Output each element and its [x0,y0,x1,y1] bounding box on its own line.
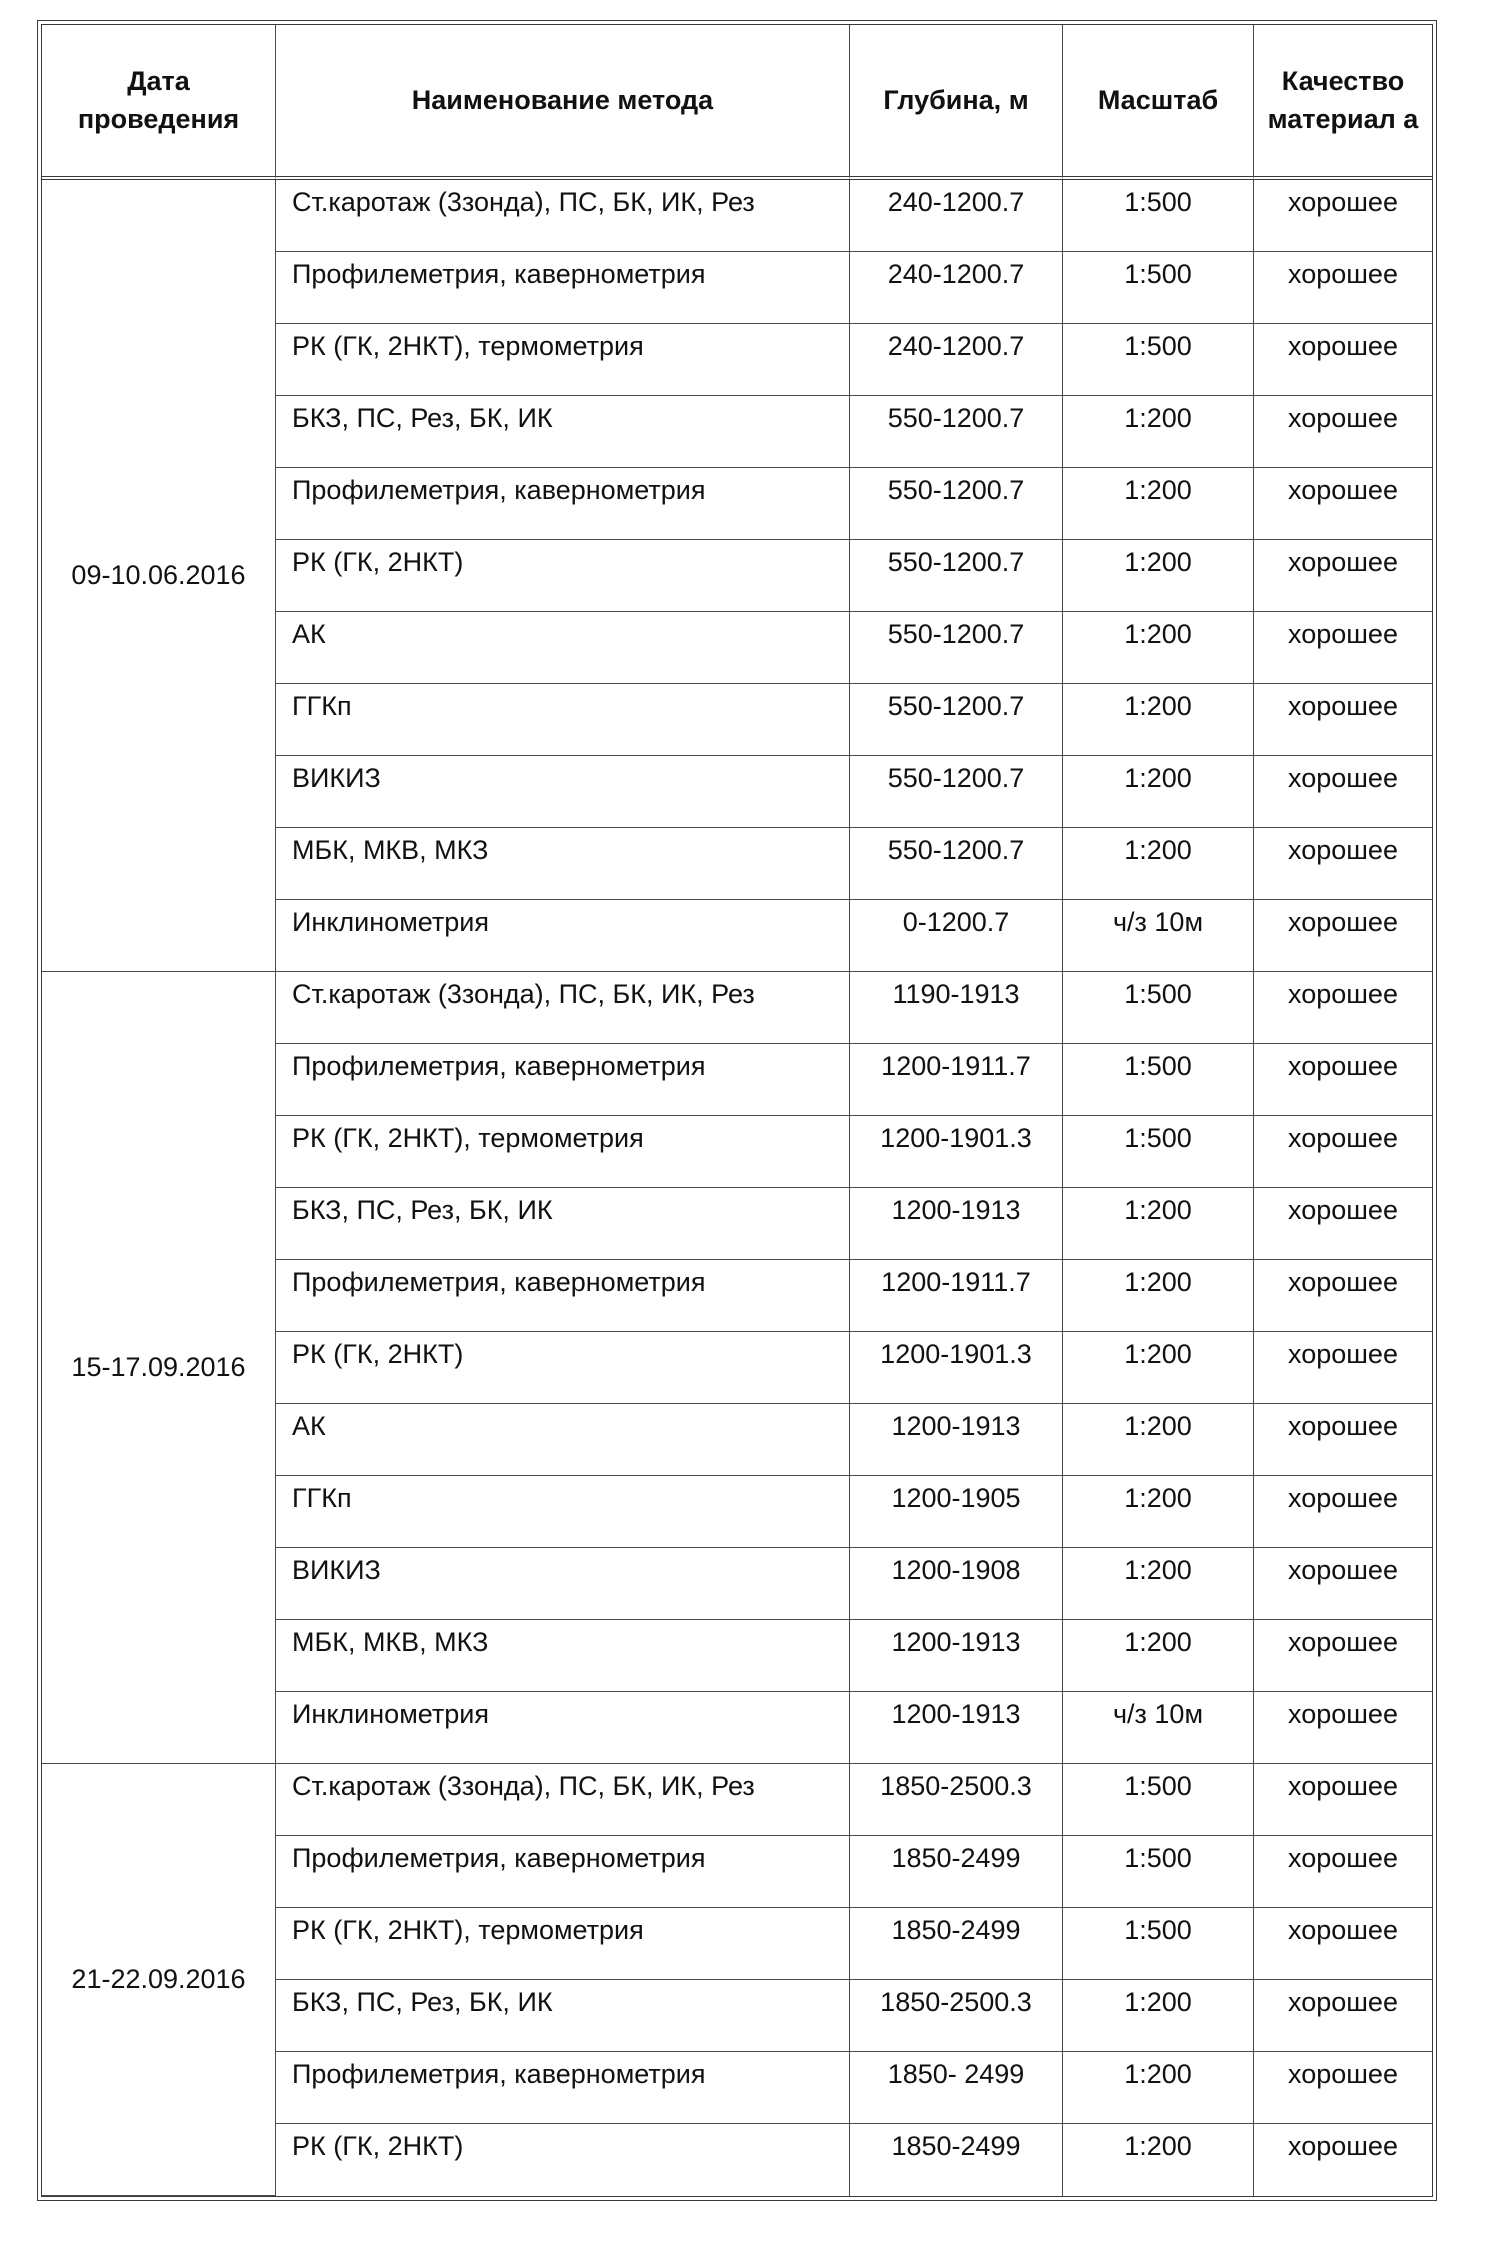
cell-scale: 1:500 [1063,1836,1254,1908]
cell-quality: хорошее [1254,1116,1432,1188]
cell-quality: хорошее [1254,756,1432,828]
cell-method: ГГКп [276,1476,850,1548]
cell-quality: хорошее [1254,1836,1432,1908]
cell-depth: 1200-1901.3 [850,1332,1063,1404]
cell-quality: хорошее [1254,468,1432,540]
cell-depth: 1200-1913 [850,1404,1063,1476]
cell-scale: 1:500 [1063,1116,1254,1188]
cell-quality: хорошее [1254,1188,1432,1260]
header-row [42,25,1432,180]
cell-scale: 1:200 [1063,756,1254,828]
header-date: Дата проведения [42,25,276,180]
cell-depth: 1200-1913 [850,1188,1063,1260]
cell-date: 21-22.09.2016 [42,1764,276,2196]
cell-quality: хорошее [1254,1404,1432,1476]
cell-method: Профилеметрия, кавернометрия [276,1836,850,1908]
cell-date: 15-17.09.2016 [42,972,276,1764]
cell-method: Ст.каротаж (3зонда), ПС, БК, ИК, Рез [276,1764,850,1836]
cell-quality: хорошее [1254,612,1432,684]
cell-scale: 1:200 [1063,2052,1254,2124]
cell-quality: хорошее [1254,1980,1432,2052]
cell-quality: хорошее [1254,684,1432,756]
cell-quality: хорошее [1254,828,1432,900]
cell-quality: хорошее [1288,2131,1398,2161]
cell-quality: хорошее [1254,396,1432,468]
cell-depth: 1200-1913 [850,1692,1063,1764]
table-header [42,25,1432,180]
cell-scale: 1:200 [1063,612,1254,684]
cell-method: Профилеметрия, кавернометрия [276,1260,850,1332]
cell-method: РК (ГК, 2НКТ), термометрия [276,324,850,396]
cell-depth: 240-1200.7 [850,252,1063,324]
cell-scale: 1:200 [1063,828,1254,900]
cell-quality: хорошее [1254,900,1432,972]
cell-depth: 550-1200.7 [850,828,1063,900]
cell-quality: хорошее [1254,1332,1432,1404]
cell-depth: 1850-2500.3 [850,1764,1063,1836]
cell-scale: 1:500 [1063,324,1254,396]
cell-quality: хорошее [1254,1692,1432,1764]
cell-depth: 1200-1911.7 [850,1044,1063,1116]
cell-scale: 1:500 [1063,1908,1254,1980]
cell-scale: 1:200 [1063,1332,1254,1404]
cell-depth: 550-1200.7 [850,684,1063,756]
cell-scale: 1:500 [1063,1044,1254,1116]
cell-quality: хорошее [1254,1620,1432,1692]
cell-depth: 1200-1901.3 [850,1116,1063,1188]
header-method: Наименование метода [276,25,850,180]
cell-depth: 550-1200.7 [850,612,1063,684]
cell-method: ГГКп [276,684,850,756]
cell-method: Ст.каротаж (3зонда), ПС, БК, ИК, Рез [276,972,850,1044]
cell-scale: ч/з 10м [1063,1692,1254,1764]
cell-depth: 1200-1908 [850,1548,1063,1620]
cell-quality: хорошее [1254,324,1432,396]
cell-quality: хорошее [1254,1044,1432,1116]
cell-quality: хорошее [1254,1476,1432,1548]
table-row [42,972,1432,1044]
cell-scale: 1:500 [1063,252,1254,324]
cell-quality: хорошее [1254,252,1432,324]
cell-scale: 1:200 [1063,1404,1254,1476]
cell-scale: 1:200 [1063,396,1254,468]
cell-method: Профилеметрия, кавернометрия [276,252,850,324]
cell-depth: 240-1200.7 [850,324,1063,396]
cell-scale: 1:200 [1063,2124,1254,2196]
cell-scale: 1:200 [1063,1188,1254,1260]
cell-depth: 1850-2499 [850,1836,1063,1908]
cell-method: АК [276,612,850,684]
cell-scale: 1:200 [1063,468,1254,540]
cell-method: АК [276,1404,850,1476]
cell-method: Инклинометрия [276,900,850,972]
cell-method: ВИКИЗ [276,756,850,828]
cell-method: БКЗ, ПС, Рез, БК, ИК [276,1980,850,2052]
cell-depth: 1200-1913 [850,1620,1063,1692]
cell-quality: хорошее [1254,2052,1432,2124]
cell-scale: 1:200 [1063,1548,1254,1620]
cell-scale: 1:500 [1063,180,1254,252]
cell-method: РК (ГК, 2НКТ), термометрия [276,1908,850,1980]
cell-method: РК (ГК, 2НКТ) [276,1332,850,1404]
cell-depth: 240-1200.7 [850,180,1063,252]
table-row [42,1764,1432,1836]
cell-method: РК (ГК, 2НКТ) [276,540,850,612]
cell-scale: 1:500 [1063,972,1254,1044]
cell-depth: 1850-2500.3 [850,1980,1063,2052]
table-row [42,180,1432,252]
header-scale: Масштаб [1063,25,1254,180]
cell-depth: 550-1200.7 [850,396,1063,468]
cell-quality: хорошее [1254,972,1432,1044]
cell-quality: хорошее [1254,180,1432,252]
cell-depth: 550-1200.7 [850,756,1063,828]
cell-method: РК (ГК, 2НКТ) [276,2124,850,2196]
cell-depth: 1850-2499 [850,1908,1063,1980]
cell-scale: ч/з 10м [1063,900,1254,972]
header-quality: Качество материал а [1254,25,1432,180]
cell-depth: 1850-2499 [850,2124,1063,2196]
cell-scale: 1:200 [1063,1476,1254,1548]
cell-depth: 550-1200.7 [850,468,1063,540]
cell-scale: 1:200 [1063,540,1254,612]
cell-quality: хорошее [1254,540,1432,612]
cell-method: БКЗ, ПС, Рез, БК, ИК [276,396,850,468]
cell-method: МБК, МКВ, МКЗ [276,828,850,900]
cell-depth: 1850- 2499 [850,2052,1063,2124]
cell-quality: хорошее [1254,1764,1432,1836]
cell-depth: 1200-1911.7 [850,1260,1063,1332]
cell-method: ВИКИЗ [276,1548,850,1620]
cell-depth: 550-1200.7 [850,540,1063,612]
cell-method: РК (ГК, 2НКТ), термометрия [276,1116,850,1188]
cell-method: Ст.каротаж (3зонда), ПС, БК, ИК, Рез [276,180,850,252]
cell-scale: 1:200 [1063,1620,1254,1692]
cell-depth: 0-1200.7 [850,900,1063,972]
cell-depth: 1190-1913 [850,972,1063,1044]
cell-scale: 1:200 [1063,1260,1254,1332]
cell-quality: хорошее [1254,1548,1432,1620]
cell-method: Инклинометрия [276,1692,850,1764]
cell-depth: 1200-1905 [850,1476,1063,1548]
cell-quality: хорошее [1254,1260,1432,1332]
cell-quality: хорошее [1254,1908,1432,1980]
cell-method: МБК, МКВ, МКЗ [276,1620,850,1692]
cell-scale: 1:200 [1063,1980,1254,2052]
cell-method: БКЗ, ПС, Рез, БК, ИК [276,1188,850,1260]
header-depth: Глубина, м [850,25,1063,180]
cell-date: 09-10.06.2016 [42,180,276,972]
cell-scale: 1:500 [1063,1764,1254,1836]
cell-method: Профилеметрия, кавернометрия [276,468,850,540]
table-body [42,180,1432,2196]
cell-scale: 1:200 [1063,684,1254,756]
cell-method: Профилеметрия, кавернометрия [276,2052,850,2124]
logging-methods-table [41,24,1433,2197]
cell-method: Профилеметрия, кавернометрия [276,1044,850,1116]
